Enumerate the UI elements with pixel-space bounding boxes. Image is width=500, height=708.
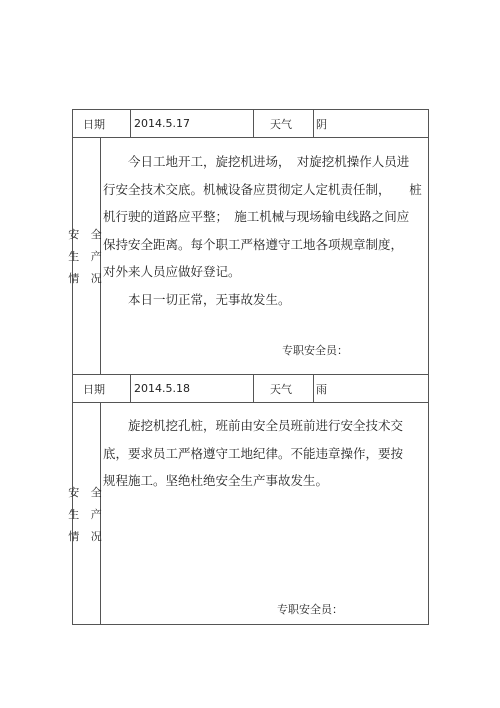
safety-notes	[103, 148, 422, 313]
side-label-line: 生 产	[68, 250, 106, 263]
side-label	[68, 224, 106, 290]
side-label-line: 安 全	[68, 486, 106, 499]
notes-line: 保持安全距离。每个职工严格遵守工地各项规章制度，	[103, 236, 404, 252]
notes-line: 对外来人员应做好登记。	[103, 264, 241, 279]
weather-value: 雨	[316, 382, 327, 396]
notes-line: 今日工地开工，旋挖机进场， 对旋挖机操作人员进	[103, 154, 410, 169]
side-label-line: 生 产	[68, 508, 106, 521]
side-label	[68, 482, 106, 548]
date-value: 2014.5.18	[134, 382, 190, 395]
notes-line: 行安全技术交底。机械设备应贯彻定人定机责任制， 桩	[103, 181, 422, 197]
notes-line: 规程施工。坚绝杜绝安全生产事故发生。	[103, 473, 329, 488]
safety-officer-label: 专职安全员：	[277, 603, 343, 616]
date-label: 日期	[83, 117, 105, 131]
log-entry	[68, 109, 429, 375]
notes-line: 底，要求员工严格遵守工地纪律。不能违章操作，要按	[103, 445, 404, 461]
weather-label: 天气	[270, 117, 292, 131]
safety-officer-label: 专职安全员：	[282, 344, 348, 357]
entry-header-row	[73, 375, 428, 403]
side-label-line: 情 况	[68, 272, 106, 285]
log-entry	[68, 374, 429, 625]
notes-line: 旋挖机挖孔桩，班前由安全员班前进行安全技术交	[103, 418, 404, 433]
safety-notes	[103, 412, 422, 495]
notes-paragraph	[103, 148, 422, 286]
notes-paragraph	[103, 412, 422, 495]
notes-line: 机行驶的道路应平整； 施工机械与现场输电线路之间应	[103, 209, 410, 224]
date-label: 日期	[83, 382, 105, 396]
date-value: 2014.5.17	[134, 117, 190, 130]
weather-label: 天气	[270, 382, 292, 396]
side-label-line: 安 全	[68, 228, 106, 241]
side-label-line: 情 况	[68, 530, 106, 543]
notes-paragraph	[103, 286, 422, 314]
weather-value: 阴	[316, 117, 327, 131]
notes-line: 本日一切正常，无事故发生。	[103, 291, 291, 307]
entry-header-row	[73, 110, 428, 138]
